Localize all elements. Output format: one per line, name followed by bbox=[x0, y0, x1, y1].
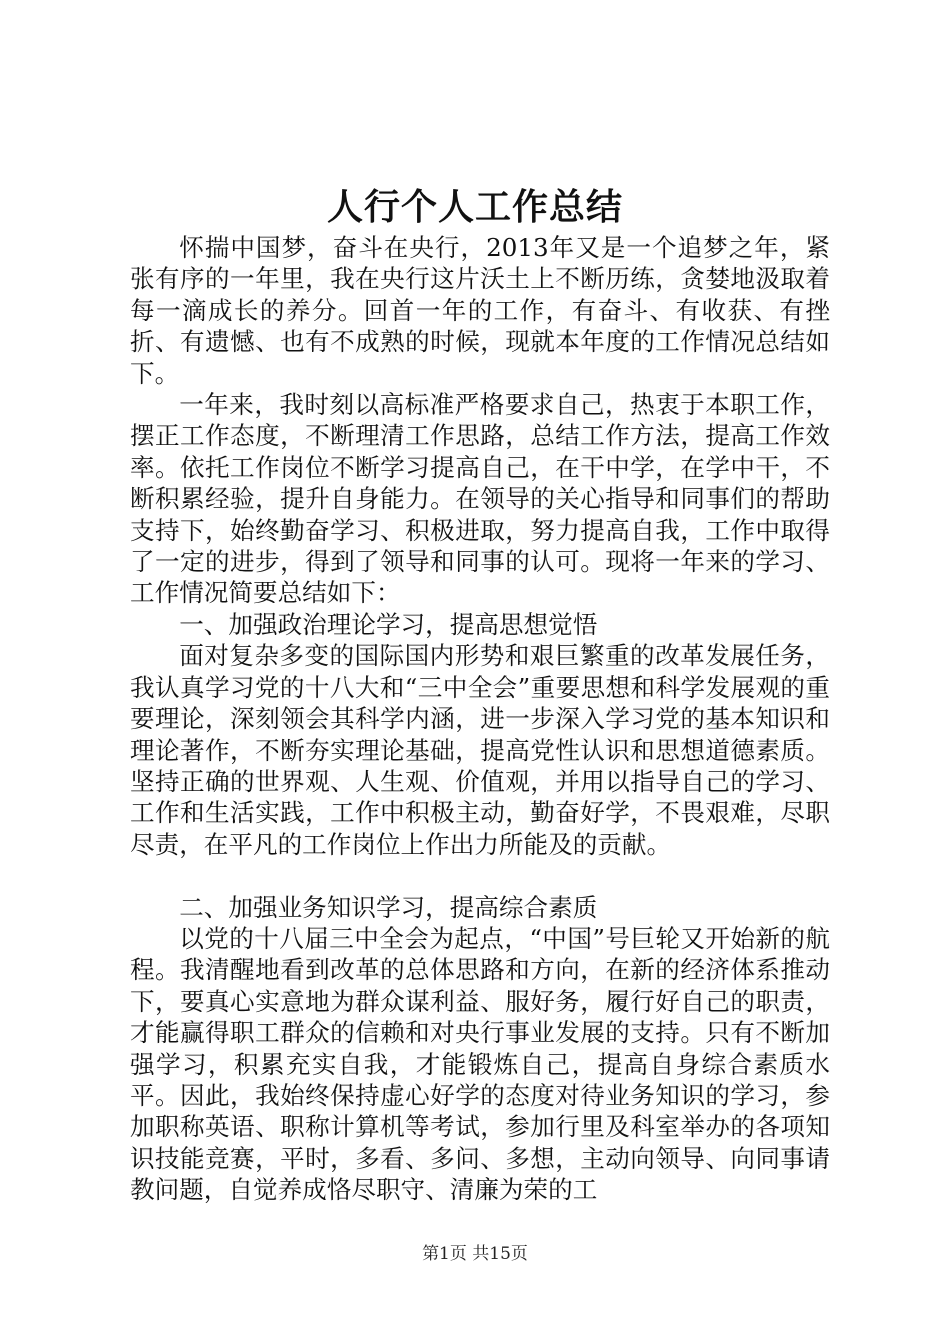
paragraph-section-2: 以党的十八届三中全会为起点，“中国”号巨轮又开始新的航程。我清醒地看到改革的总体思路和方向，在新的经济体系推动下，要真心实意地为群众谋利益、服好务，履行好自己的职责，才能赢得职工群众的信赖和对央行事业发展的支持。只有不断加强学习，积累充实自我，才能锻炼自己，提高自身综合素质水平。因此，我始终保持虚心好学的态度对待业务知识的学习，参加职称英语、职称计算机等考试，参加行里及科室举办的各项知识技能竞赛，平时，多看、多问、多想，主动向领导、向同事请教问题，自觉养成恪尽职守、清廉为荣的工 bbox=[130, 923, 830, 1205]
document-body bbox=[130, 232, 830, 1206]
paragraph-overview: 一年来，我时刻以高标准严格要求自己，热衷于本职工作，摆正工作态度，不断理清工作思路，总结工作方法，提高工作效率。依托工作岗位不断学习提高自己，在干中学，在学中干，不断积累经验，提升自身能力。在领导的关心指导和同事们的帮助支持下，始终勤奋学习、积极进取，努力提高自我，工作中取得了一定的进步，得到了领导和同事的认可。现将一年来的学习、工作情况简要总结如下： bbox=[130, 390, 830, 608]
document-title: 人行个人工作总结 bbox=[326, 186, 623, 228]
page-number: 第1页 共15页 bbox=[422, 1244, 528, 1264]
paragraph-section-1: 面对复杂多变的国际国内形势和艰巨繁重的改革发展任务，我认真学习党的十八大和“三中全会”重要思想和科学发展观的重要理论，深刻领会其科学内涵，进一步深入学习党的基本知识和理论著作，不断夯实理论基础，提高党性认识和思想道德素质。坚持正确的世界观、人生观、价值观，并用以指导自己的学习、工作和生活实践，工作中积极主动，勤奋好学，不畏艰难，尽职尽责，在平凡的工作岗位上作出力所能及的贡献。 bbox=[130, 641, 830, 859]
paragraph-intro: 怀揣中国梦，奋斗在央行，2013年又是一个追梦之年，紧张有序的一年里，我在央行这片沃土上不断历练，贪婪地汲取着每一滴成长的养分。回首一年的工作，有奋斗、有收获、有挫折、有遗憾、也有不成熟的时候，现就本年度的工作情况总结如下。 bbox=[130, 233, 830, 388]
section-heading-2: 二、加强业务知识学习，提高综合素质 bbox=[179, 892, 598, 922]
section-heading-1: 一、加强政治理论学习，提高思想觉悟 bbox=[179, 609, 598, 639]
